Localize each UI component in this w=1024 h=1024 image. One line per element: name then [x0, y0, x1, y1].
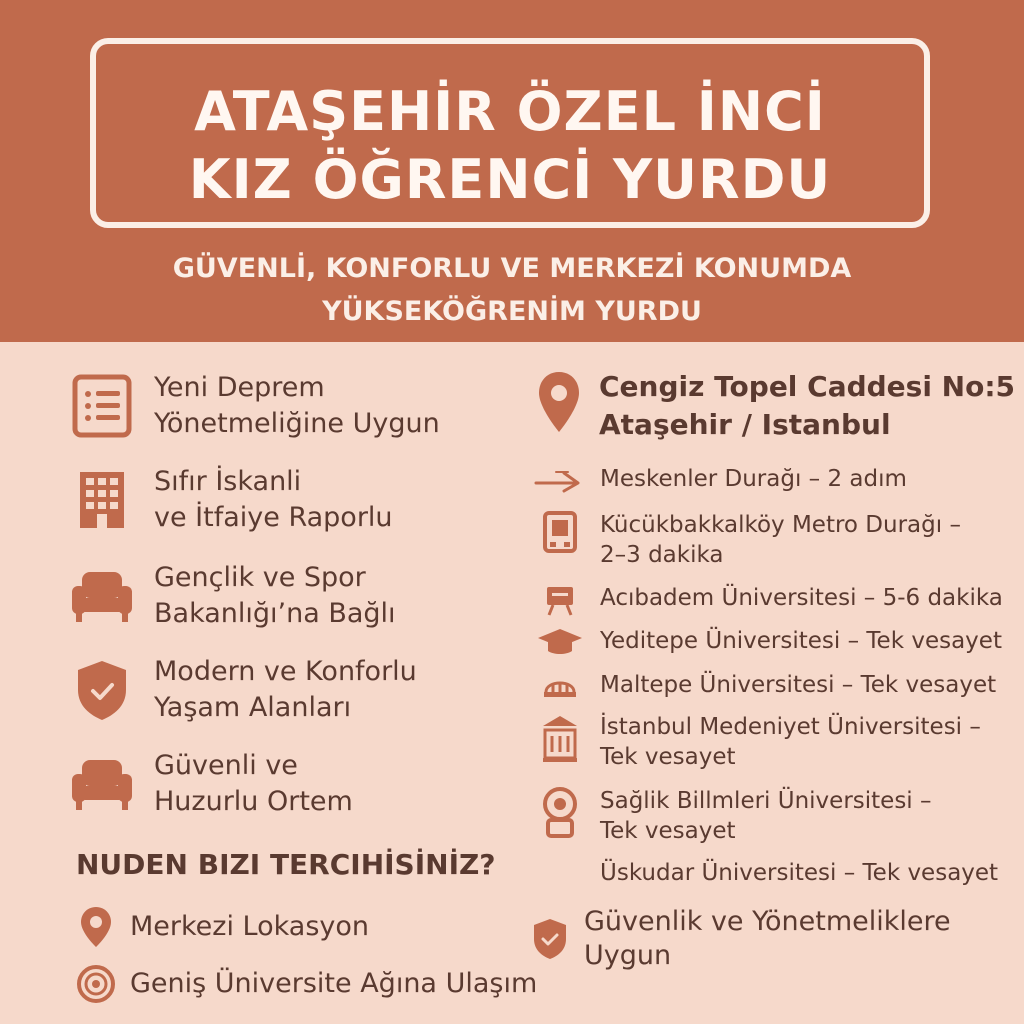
- transport-item: [534, 510, 961, 570]
- transport-line-1: Sağlik Billmleri Üniversitesi –: [600, 788, 932, 814]
- feature-line-1: Modern ve Konforlu: [154, 656, 417, 687]
- feature-line-1: Sıfır İskanli: [154, 466, 302, 497]
- armchair-icon: [70, 752, 134, 816]
- subtitle-line-2: YÜKSEKÖĞRENİM YURDU: [322, 296, 702, 327]
- location-pin-icon: [76, 905, 116, 949]
- title-line-2: KIZ ÖĞRENCİ YURDU: [188, 148, 832, 211]
- feature-line-1: Güvenli ve: [154, 750, 298, 781]
- transport-line-2: Tek vesayet: [600, 744, 736, 770]
- address-block: [535, 368, 1015, 444]
- walking-arrow-icon: [534, 464, 586, 500]
- advantage-line-2: Uygun: [584, 940, 672, 971]
- title-line-1: ATAŞEHİR ÖZEL İNCİ: [194, 80, 826, 143]
- transport-item: [534, 712, 981, 772]
- building-icon: [70, 468, 134, 532]
- location-pin-icon: [535, 368, 583, 440]
- feature-line-1: Gençlik ve Spor: [154, 562, 366, 593]
- target-icon: [76, 962, 116, 1006]
- shield-check-icon: [530, 917, 570, 961]
- address-line-1: Cengiz Topel Caddesi No:5: [599, 370, 1016, 403]
- transport-item: [534, 464, 907, 500]
- transport-item: [534, 858, 998, 894]
- subtitle-line-1: GÜVENLİ, KONFORLU VE MERKEZİ KONUMDA: [172, 253, 852, 284]
- feature-safe: [70, 748, 353, 820]
- title-frame: [90, 38, 930, 228]
- transport-item: [534, 626, 1002, 662]
- why-heading: NUDEN BIZI TERCIHİSİNİZ?: [76, 848, 496, 881]
- feature-line-2: Yaşam Alanları: [154, 692, 352, 723]
- transport-line-1: Yeditepe Üniversitesi – Tek vesayet: [600, 628, 1002, 654]
- advantage-item: [76, 905, 369, 949]
- feature-line-2: ve İtfaiye Raporlu: [154, 502, 393, 533]
- feature-permit: [70, 464, 393, 536]
- transport-line-1: Meskenler Durağı – 2 adım: [600, 466, 907, 492]
- transport-line-2: 2–3 dakika: [600, 542, 724, 568]
- feature-line-2: Yönetmeliğine Uygun: [154, 408, 440, 439]
- transport-item: [534, 670, 996, 706]
- transport-line-1: Kücükbakkalköy Metro Durağı –: [600, 512, 961, 538]
- university-sign-icon: [534, 583, 586, 619]
- advantage-line-1: Güvenlik ve Yönetmeliklere: [584, 906, 951, 937]
- feature-modern: [70, 654, 417, 726]
- header-banner: [0, 0, 1024, 342]
- checklist-icon: [70, 374, 134, 438]
- shield-check-icon: [70, 658, 134, 722]
- transport-line-1: Maltepe Üniversitesi – Tek vesayet: [600, 672, 997, 698]
- transport-line-1: İstanbul Medeniyet Üniversitesi –: [600, 714, 981, 740]
- metro-icon: [534, 510, 586, 546]
- feature-line-1: Yeni Deprem: [154, 372, 325, 403]
- feature-earthquake: [70, 370, 440, 442]
- advantage-line-1: Geniş Üniversite Ağına Ulaşım: [130, 968, 538, 999]
- columns-building-icon: [534, 712, 586, 748]
- dome-building-icon: [534, 670, 586, 706]
- armchair-icon: [70, 564, 134, 628]
- transport-line-1: Üskudar Üniversitesi – Tek vesayet: [600, 860, 999, 886]
- graduation-cap-icon: [534, 626, 586, 662]
- feature-line-2: Huzurlu Ortem: [154, 786, 353, 817]
- transport-item: [534, 583, 1003, 619]
- transport-line-1: Acıbadem Üniversitesi – 5-6 dakika: [600, 585, 1003, 611]
- health-icon: [534, 786, 586, 822]
- advantage-line-1: Merkezi Lokasyon: [130, 911, 370, 942]
- feature-ministry: [70, 560, 396, 632]
- feature-line-2: Bakanlığı’na Bağlı: [154, 598, 396, 629]
- transport-item: [534, 786, 932, 846]
- transport-line-2: Tek vesayet: [600, 818, 736, 844]
- address-line-2: Ataşehir / Istanbul: [599, 408, 891, 441]
- advantage-item: [76, 962, 537, 1006]
- advantage-item: [530, 905, 951, 973]
